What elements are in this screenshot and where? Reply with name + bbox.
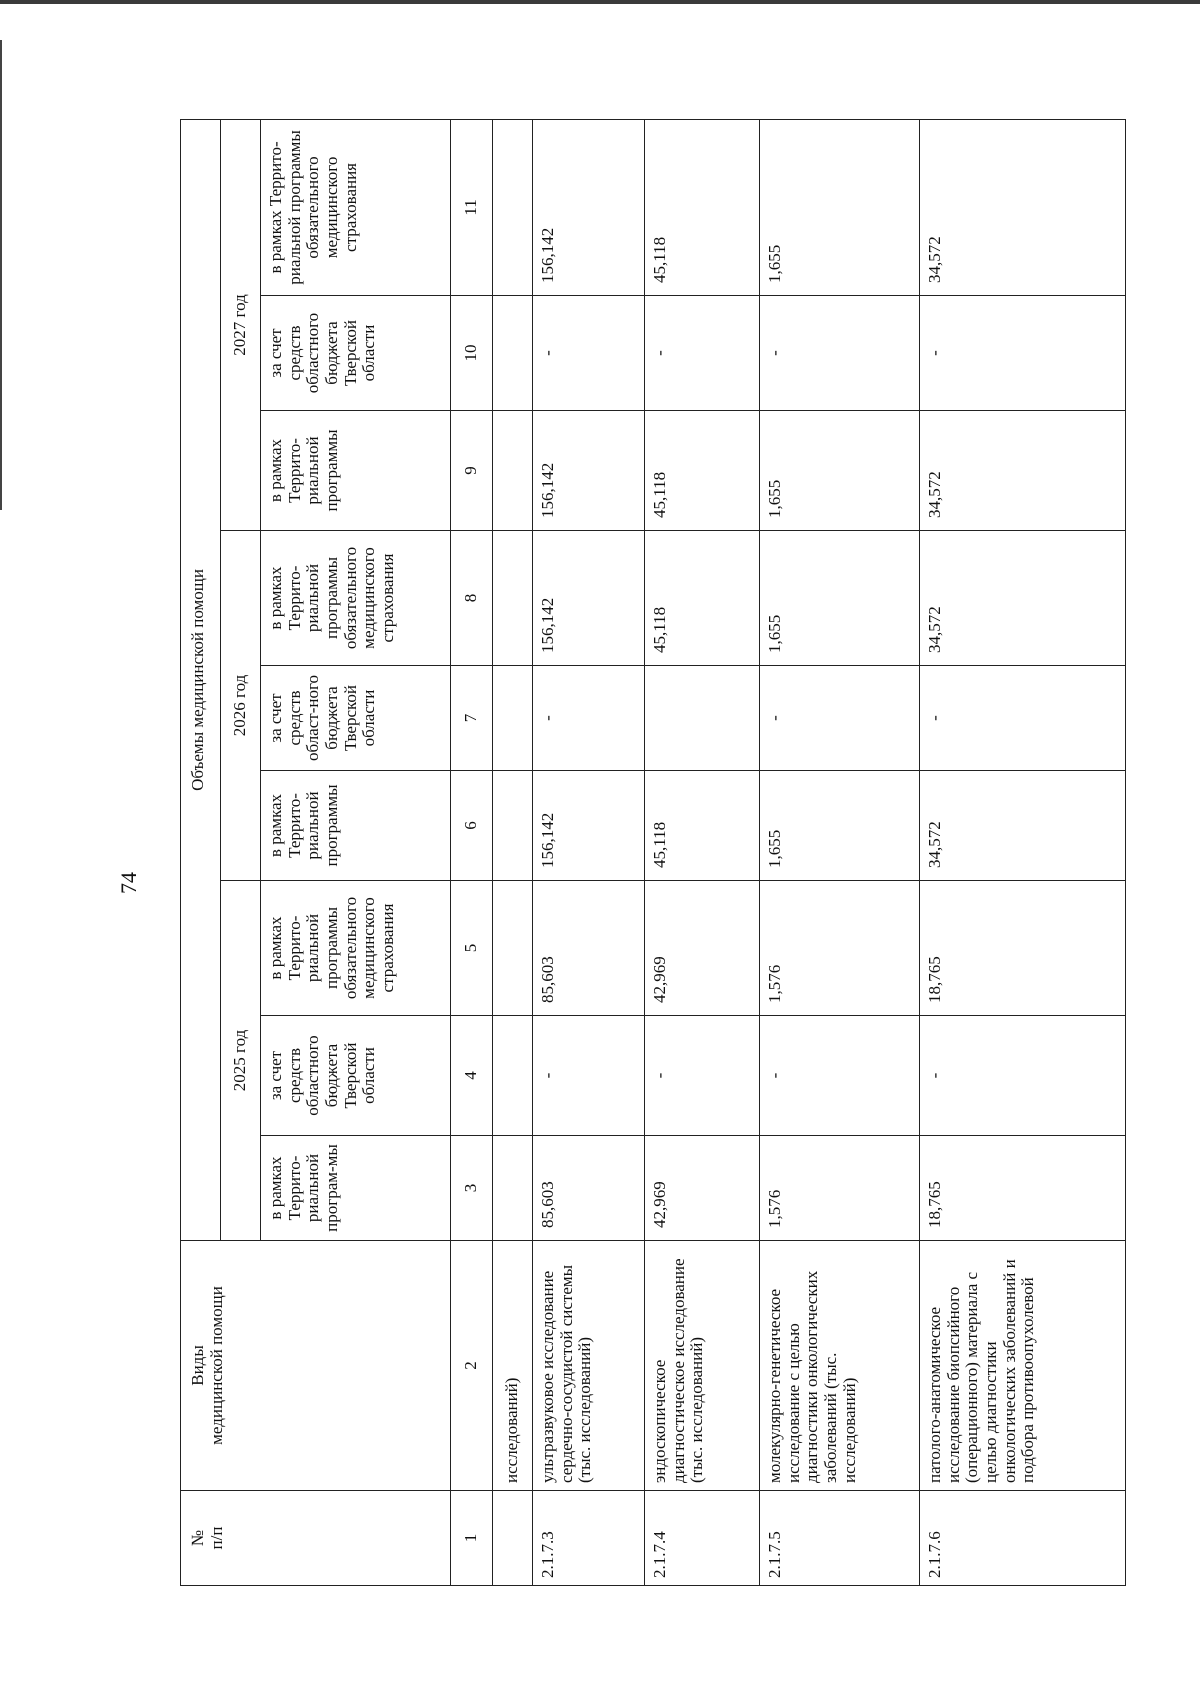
value-cell: 34,572 [920, 771, 1126, 881]
scan-edge-left [0, 40, 2, 510]
column-index: 1 [451, 1491, 493, 1586]
value-cell: 85,603 [533, 1136, 645, 1241]
header-2025-regional-budget: за счет средств областного бюджета Тверской области [261, 1016, 451, 1136]
header-kind: Виды медицинской помощи [181, 1241, 451, 1491]
empty-cell [493, 1136, 533, 1241]
table-row [533, 119, 645, 1585]
value-cell: - [533, 666, 645, 771]
column-index-row [451, 119, 493, 1585]
value-cell: 1,655 [760, 531, 920, 666]
header-volumes: Объемы медицинской помощи [181, 119, 221, 1240]
value-cell: 45,118 [645, 771, 760, 881]
rotated-table-container [180, 120, 1125, 1586]
empty-cell [493, 881, 533, 1016]
column-index: 3 [451, 1136, 493, 1241]
header-2026-territorial: в рамках Террито-риальной программы [261, 771, 451, 881]
value-cell: 18,765 [920, 1136, 1126, 1241]
row-num: 2.1.7.6 [920, 1491, 1126, 1586]
value-cell: - [920, 666, 1126, 771]
value-cell: 42,969 [645, 881, 760, 1016]
row-num: 2.1.7.5 [760, 1491, 920, 1586]
empty-cell [493, 119, 533, 295]
row-num: 2.1.7.3 [533, 1491, 645, 1586]
row-kind: ультразвуковое исследование сердечно-сосудистой системы (тыс. исследований) [533, 1241, 645, 1491]
empty-cell [493, 771, 533, 881]
value-cell: - [645, 1016, 760, 1136]
value-cell: - [760, 296, 920, 411]
empty-cell [493, 531, 533, 666]
header-year-2027: 2027 год [221, 119, 261, 530]
value-cell: 1,576 [760, 1136, 920, 1241]
value-cell: 45,118 [645, 411, 760, 531]
table-row [920, 119, 1126, 1585]
header-num: № п/п [181, 1491, 451, 1586]
value-cell: 1,655 [760, 411, 920, 531]
value-cell [645, 666, 760, 771]
value-cell: - [760, 1016, 920, 1136]
continuation-row [493, 119, 533, 1585]
value-cell: 156,142 [533, 771, 645, 881]
value-cell: - [760, 666, 920, 771]
column-index: 5 [451, 881, 493, 1016]
value-cell: 42,969 [645, 1136, 760, 1241]
row-kind: эндоскопическое диагностическое исследование (тыс. исследований) [645, 1241, 760, 1491]
value-cell: 34,572 [920, 531, 1126, 666]
value-cell: 156,142 [533, 531, 645, 666]
row-kind: исследований) [493, 1241, 533, 1491]
column-index: 7 [451, 666, 493, 771]
header-2027-territorial: в рамках Террито-риальной программы [261, 411, 451, 531]
value-cell: 1,655 [760, 119, 920, 295]
value-cell: 85,603 [533, 881, 645, 1016]
empty-cell [493, 1016, 533, 1136]
column-index: 8 [451, 531, 493, 666]
row-kind: молекулярно-генетическое исследование с целью диагностики онкологических заболеваний (тыс. исследований) [760, 1241, 920, 1491]
row-kind: патолого-анатомическое исследование биопсийного (операционного) материала с целью диагностики онкологических заболеваний и подбора противоопухолевой [920, 1241, 1126, 1491]
value-cell: 1,576 [760, 881, 920, 1016]
value-cell: - [645, 296, 760, 411]
column-index: 9 [451, 411, 493, 531]
header-2026-oms: в рамках Террито-риальной программы обязательного медицинского страхования [261, 531, 451, 666]
value-cell: 45,118 [645, 119, 760, 295]
scan-edge-top [0, 0, 1200, 4]
value-cell: 156,142 [533, 119, 645, 295]
value-cell: - [920, 296, 1126, 411]
value-cell: 18,765 [920, 881, 1126, 1016]
header-2027-oms: в рамках Террито-риальной программы обязательного медицинского страхования [261, 119, 451, 295]
column-index: 2 [451, 1241, 493, 1491]
header-year-2025: 2025 год [221, 881, 261, 1241]
empty-cell [493, 411, 533, 531]
table-row [645, 119, 760, 1585]
header-2025-territorial: в рамках Террито-риальной програм-мы [261, 1136, 451, 1241]
row-num: 2.1.7.4 [645, 1491, 760, 1586]
column-index: 6 [451, 771, 493, 881]
value-cell: 1,655 [760, 771, 920, 881]
row-num [493, 1491, 533, 1586]
header-2025-oms: в рамках Террито-риальной программы обязательного медицинского страхования [261, 881, 451, 1016]
header-2026-regional-budget: за счет средств област-ного бюджета Тверской области [261, 666, 451, 771]
column-index: 11 [451, 119, 493, 295]
value-cell: 34,572 [920, 411, 1126, 531]
empty-cell [493, 296, 533, 411]
table-row [760, 119, 920, 1585]
column-index: 4 [451, 1016, 493, 1136]
column-index: 10 [451, 296, 493, 411]
value-cell: 156,142 [533, 411, 645, 531]
empty-cell [493, 666, 533, 771]
value-cell: 34,572 [920, 119, 1126, 295]
page-number: 74 [116, 872, 141, 894]
value-cell: - [920, 1016, 1126, 1136]
medical-care-volumes-table [180, 119, 1126, 1586]
value-cell: - [533, 296, 645, 411]
value-cell: 45,118 [645, 531, 760, 666]
header-year-2026: 2026 год [221, 531, 261, 881]
value-cell: - [533, 1016, 645, 1136]
header-2027-regional-budget: за счет средств областного бюджета Тверской области [261, 296, 451, 411]
